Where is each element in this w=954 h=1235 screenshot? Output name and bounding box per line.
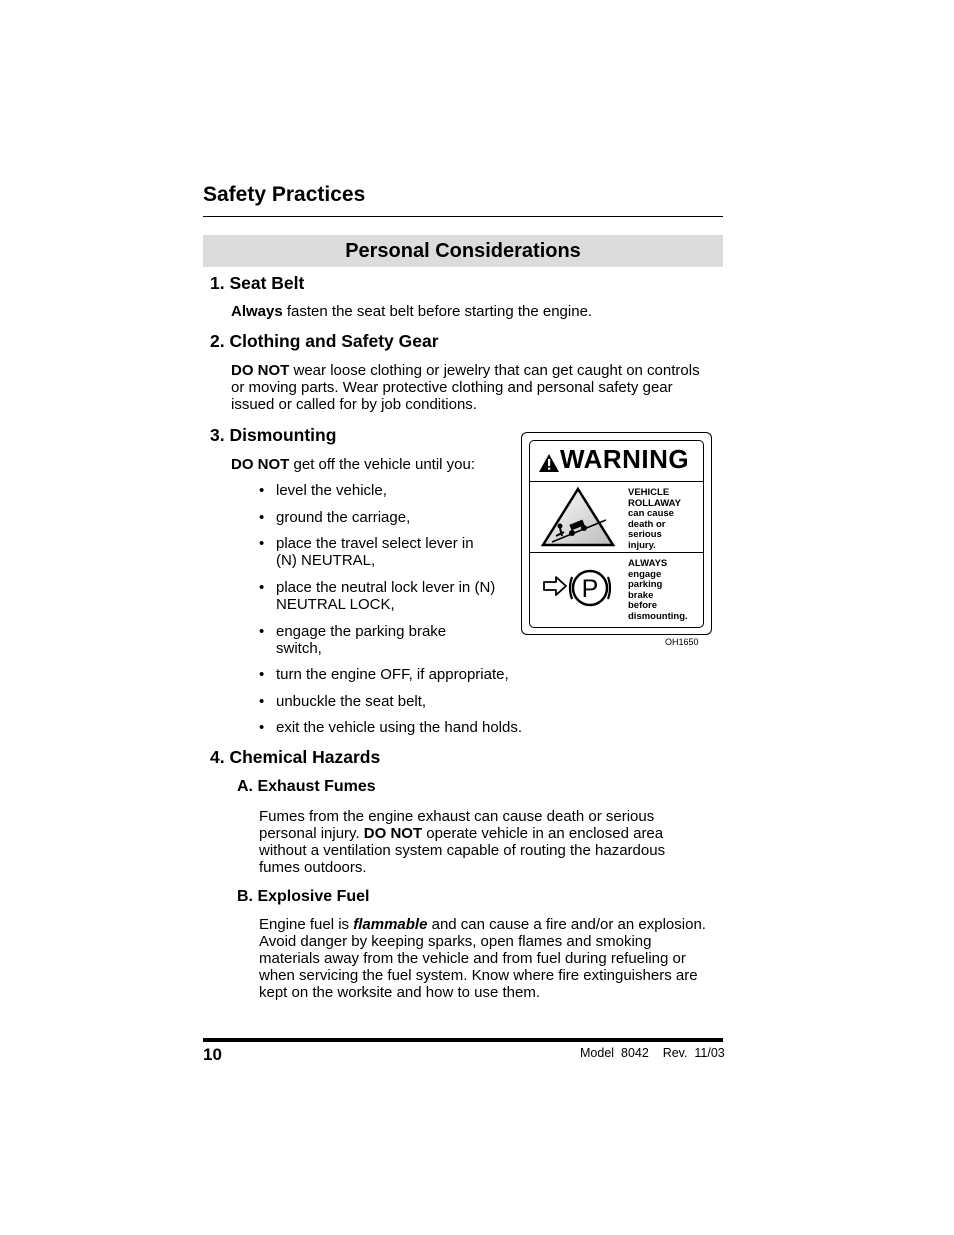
- list-item: • place the neutral lock lever in (N) NEUTRAL LOCK,: [259, 579, 495, 613]
- list-item: • exit the vehicle using the hand holds.: [259, 719, 522, 736]
- warning-label-inner: [529, 440, 704, 628]
- list-item: • unbuckle the seat belt,: [259, 693, 426, 710]
- list-item: • ground the carriage,: [259, 509, 410, 526]
- parking-letter: P: [581, 575, 599, 603]
- clothing-text: DO NOT wear loose clothing or jewelry that can get caught on controls or moving parts. Wear protective clothing and personal safety gear issued or called for by job conditions.: [231, 362, 700, 413]
- seat-belt-text: Always fasten the seat belt before starting the engine.: [231, 303, 593, 320]
- chemical-heading: 4. Chemical Hazards: [210, 747, 381, 767]
- title-band: [203, 235, 723, 267]
- exhaust-heading: A. Exhaust Fumes: [237, 778, 376, 795]
- warning-triangle-icon: [538, 453, 560, 473]
- list-item: • turn the engine OFF, if appropriate,: [259, 666, 509, 683]
- parking-brake-text: ALWAYS engage parking brake before dismounting.: [628, 558, 688, 622]
- seat-belt-heading: 1. Seat Belt: [210, 273, 305, 293]
- footer-rule: [203, 1038, 723, 1042]
- figure-id: OH1650: [665, 637, 699, 647]
- parking-brake-panel: [530, 553, 703, 623]
- band-title: Personal Considerations: [345, 240, 581, 262]
- page-number: 10: [203, 1045, 222, 1064]
- list-item: • place the travel select lever in (N) NEUTRAL,: [259, 535, 474, 569]
- dismounting-intro: DO NOT get off the vehicle until you:: [231, 456, 476, 473]
- fuel-text: Engine fuel is flammable and can cause a fire and/or an explosion. Avoid danger by keeping sparks, open flames and smoking materials away from the vehicle and from fuel during refueling or when servicing the fuel system. Know where fire extinguishers are kept on the worksite and how to use them.: [259, 916, 706, 1001]
- header-rule: [203, 216, 723, 217]
- section-title: Safety Practices: [203, 183, 366, 206]
- warning-title: WARNING: [560, 444, 690, 474]
- clothing-heading: 2. Clothing and Safety Gear: [210, 331, 439, 351]
- warning-label: [521, 432, 712, 635]
- model-revision: Model 8042 Rev. 11/03: [580, 1046, 725, 1060]
- parking-brake-icon: [542, 569, 612, 611]
- rollaway-panel: [530, 482, 703, 553]
- rollaway-text: VEHICLE ROLLAWAY can cause death or serious injury.: [628, 487, 681, 551]
- list-item: • engage the parking brake switch,: [259, 623, 446, 657]
- fuel-heading: B. Explosive Fuel: [237, 888, 370, 905]
- dismounting-heading: 3. Dismounting: [210, 425, 337, 445]
- list-item: • level the vehicle,: [259, 482, 387, 499]
- warning-header: [530, 441, 703, 482]
- exhaust-text: Fumes from the engine exhaust can cause death or serious personal injury. DO NOT operate vehicle in an enclosed area without a ventilation system capable of routing the hazardous fumes outdoors.: [259, 808, 666, 876]
- rollaway-hazard-icon: [540, 486, 616, 548]
